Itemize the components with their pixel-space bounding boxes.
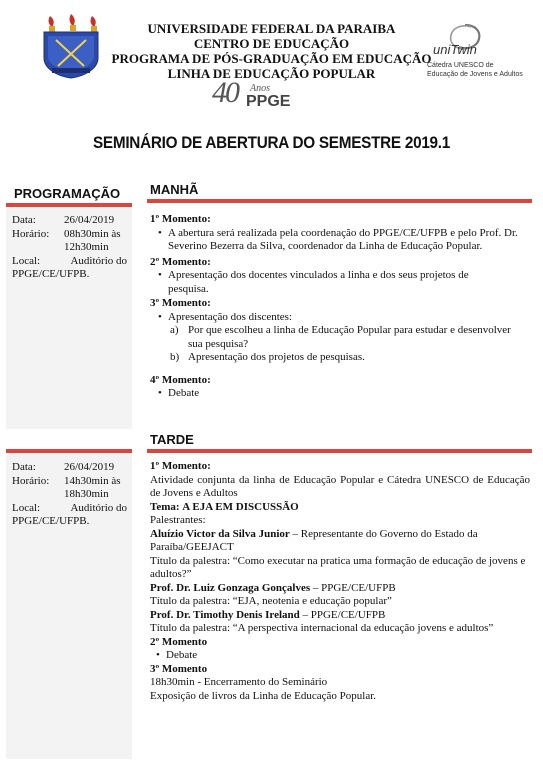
afternoon-local-label: Local: [12, 501, 41, 514]
afternoon-local-value: Auditório do [70, 501, 127, 514]
morning-info [12, 214, 127, 282]
unitwin-brand: uniTwin [433, 42, 477, 57]
tarde-m3-text-2: Exposição de livros da Linha de Educação Popular. [150, 689, 377, 702]
morning-date-label: Data: [12, 214, 36, 226]
tarde-content [150, 460, 530, 703]
tarde-m1-label: 1º Momento: [150, 460, 211, 472]
speaker-3-talk-title: Título da palestra: “A perspectiva internacional da educação jovens e adultos” [150, 622, 494, 634]
afternoon-time-end: 18h30min [64, 488, 109, 500]
ppge-40-anos-logo [212, 76, 312, 118]
tarde-divider [147, 449, 532, 453]
morning-time-label: Horário: [12, 227, 50, 240]
morning-local-value-2: PPGE/CE/UFPB. [12, 268, 90, 280]
speaker-2-name: Prof. Dr. Luiz Gonzaga Gonçalves [150, 581, 311, 594]
tarde-heading: TARDE [150, 432, 194, 447]
tarde-tema-label: Tema: [150, 500, 180, 513]
speaker-2-talk-title: Título da palestra: “EJA, neotenia e educação popular” [150, 595, 392, 607]
tarde-palestrantes-label: Palestrantes: [150, 514, 206, 526]
speaker-1-talk-title: Título da palestra: “Como executar na pratica uma formação de educação de jovens e adultos?” [150, 554, 526, 580]
manha-m3-item-b-num: b) [170, 351, 180, 363]
speaker-3-role: – PPGE/CE/UFPB [299, 608, 386, 621]
tarde-m2-label: 2º Momento [150, 635, 208, 648]
ppge-logo-acronym: PPGE [246, 93, 291, 110]
tarde-m2-text: • Debate [156, 649, 530, 663]
speaker-3-name: Prof. Dr. Timothy Denis Ireland [150, 608, 300, 621]
tarde-tema-value: A EJA EM DISCUSSÃO [182, 500, 299, 513]
unitwin-caption-1: Cátedra UNESCO de [427, 62, 494, 69]
morning-local-label: Local: [12, 254, 41, 267]
afternoon-info [12, 461, 127, 529]
afternoon-time-label: Horário: [12, 474, 50, 487]
manha-m2-text: • Apresentação dos docentes vinculados a linha e dos seus projetos de pesquisa. [158, 269, 530, 296]
tarde-m1-text: Atividade conjunta da linha de Educação Popular e Cátedra UNESCO de Educação de Jovens e Adultos [150, 473, 530, 499]
unitwin-logo [405, 22, 530, 84]
manha-m4-text: • Debate [158, 387, 530, 401]
manha-m3-label: 3º Momento: [150, 297, 211, 309]
manha-m4-label: 4º Momento: [150, 373, 211, 386]
afternoon-date-label: Data: [12, 461, 36, 473]
speaker-3 [150, 609, 530, 623]
manha-m3-item-b [170, 351, 530, 365]
speaker-1-name: Aluízio Victor da Silva Junior [150, 527, 290, 540]
manha-content [150, 213, 530, 401]
manha-divider [147, 199, 532, 203]
tarde-m3-label: 3º Momento [150, 662, 208, 675]
morning-time-value: 08h30min às [64, 227, 121, 240]
manha-m3-item-a-num: a) [170, 324, 179, 336]
page-title: SEMINÁRIO DE ABERTURA DO SEMESTRE 2019.1 [92, 133, 451, 152]
afternoon-local-value-2: PPGE/CE/UFPB. [12, 515, 90, 527]
manha-m3-item-b-text: Apresentação dos projetos de pesquisas. [188, 351, 365, 363]
speaker-2-role: – PPGE/CE/UFPB [310, 581, 396, 594]
manha-m2-label: 2º Momento: [150, 255, 211, 268]
ppge-logo-number: 40 [212, 76, 238, 109]
header-line-2: CENTRO DE EDUCAÇÃO [193, 36, 350, 51]
programacao-heading: PROGRAMAÇÃO [14, 186, 121, 201]
manha-m3-item-a [170, 324, 530, 351]
ppge-logo-word: Anos [250, 83, 270, 94]
header-line-3: PROGRAMA DE PÓS-GRADUAÇÃO EM EDUCAÇÃO [111, 51, 432, 66]
manha-heading: MANHÃ [150, 182, 199, 197]
unitwin-caption-2: Educação de Jovens e Adultos [427, 71, 523, 78]
afternoon-date-value: 26/04/2019 [64, 461, 115, 473]
speaker-2 [150, 582, 530, 596]
manha-m3-item-a-text: Por que escolheu a linha de Educação Popular para estudar e desenvolver sua pesquisa? [188, 324, 511, 350]
header-line-4: LINHA DE EDUCAÇÃO POPULAR [167, 66, 376, 81]
morning-time-end: 12h30min [64, 241, 109, 253]
morning-date-value: 26/04/2019 [64, 214, 115, 226]
speaker-1-role: – Representante do Governo do Estado da Paraíba/GEEJACT [150, 527, 478, 553]
manha-m1-label: 1º Momento: [150, 213, 211, 225]
manha-m1-text: • A abertura será realizada pela coordenação do PPGE/CE/UFPB e pelo Prof. Dr. Severino Bezerra da Silva, coordenador da Linha de Educação Popular. [158, 227, 530, 254]
afternoon-time-value: 14h30min às [64, 474, 121, 487]
manha-m3-text: • Apresentação dos discentes: [158, 311, 530, 325]
header-line-1: UNIVERSIDADE FEDERAL DA PARAIBA [147, 21, 396, 36]
morning-local-value: Auditório do [70, 254, 127, 267]
speaker-1 [150, 528, 530, 555]
tarde-m3-text-1: 18h30min - Encerramento do Seminário [150, 676, 328, 688]
